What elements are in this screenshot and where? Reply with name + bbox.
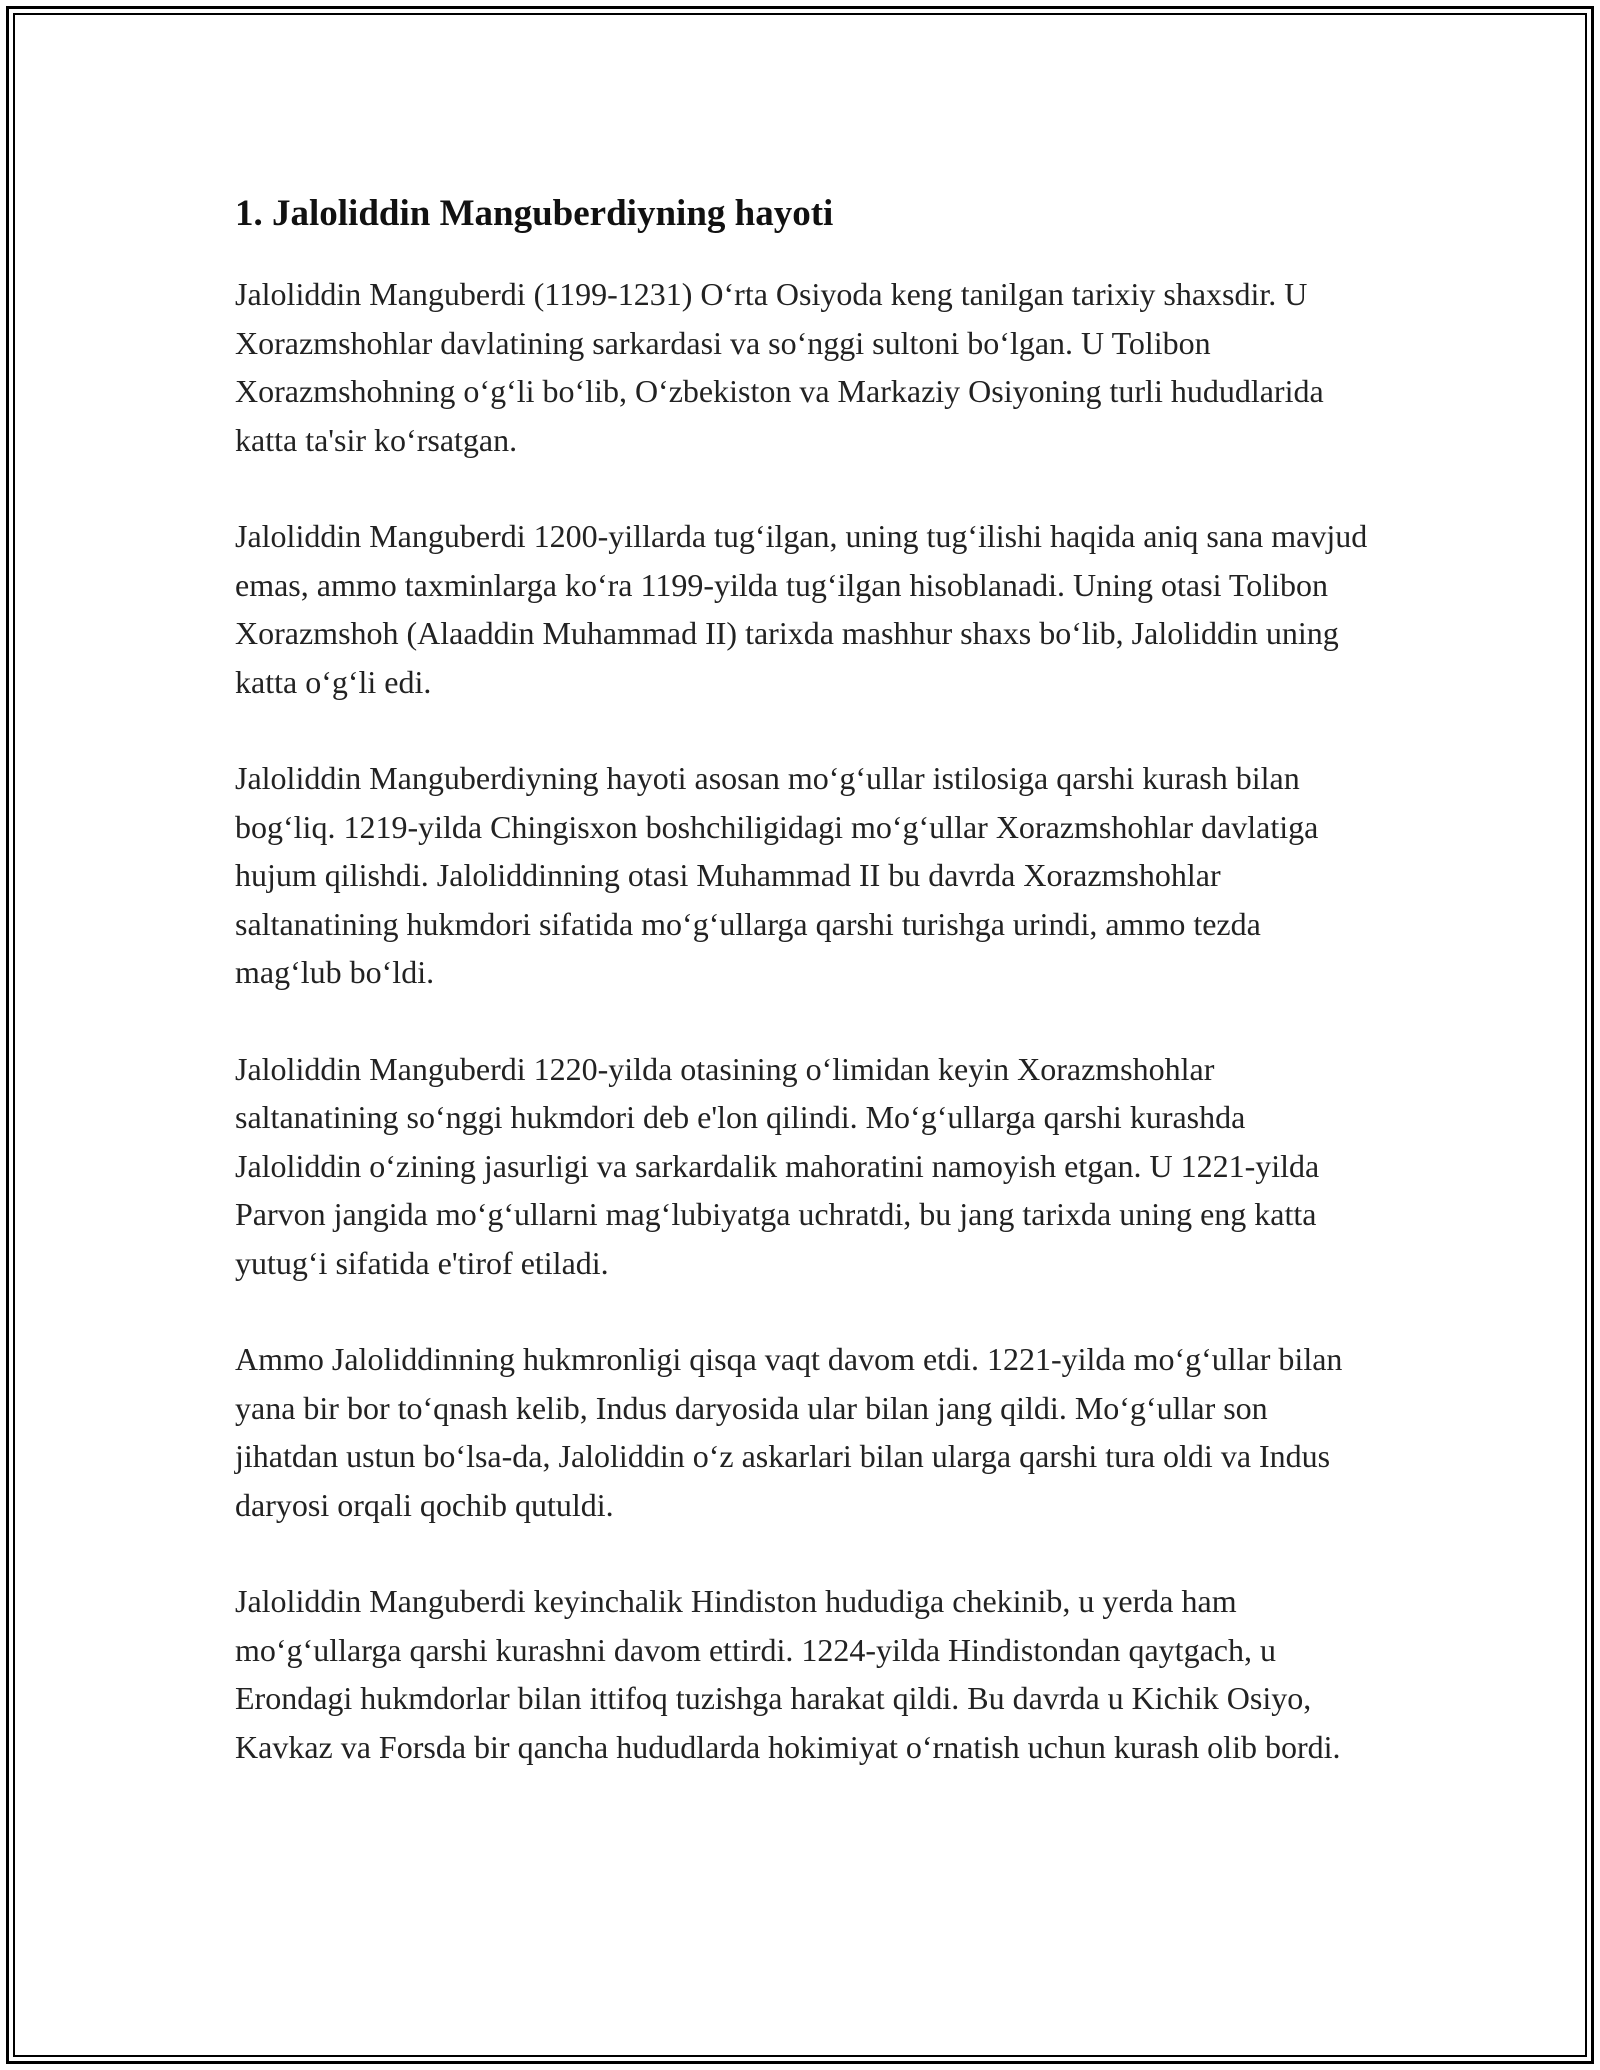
paragraph-6: Jaloliddin Manguberdi keyinchalik Hindiston hududiga chekinib, u yerda ham mo‘g‘ullarga qarshi kurashni davom ettirdi. 1224-yilda Hindistondan qaytgach, u Erondagi hukmdorlar bilan ittifoq tuzishga harakat qildi. Bu davrda u Kichik Osiyo, Kavkaz va Forsda bir qancha hududlarda hokimiyat o‘rnatish uchun kurash olib bordi. (235, 1583, 1341, 1765)
section-heading: 1. Jaloliddin Manguberdiyning hayoti (235, 193, 834, 234)
document-body (235, 186, 1370, 1819)
paragraph-5: Ammo Jaloliddinning hukmronligi qisqa vaqt davom etdi. 1221-yilda mo‘g‘ullar bilan yana bir bor to‘qnash kelib, Indus daryosida ular bilan jang qildi. Mo‘g‘ullar son jihatdan ustun bo‘lsa-da, Jaloliddin o‘z askarlari bilan ularga qarshi tura oldi va Indus daryosi orqali qochib qutuldi. (235, 1341, 1343, 1523)
paragraph-3: Jaloliddin Manguberdiyning hayoti asosan mo‘g‘ullar istilosiga qarshi kurash bilan bog‘liq. 1219-yilda Chingisxon boshchiligidagi mo‘g‘ullar Xorazmshohlar davlatiga hujum qilishdi. Jaloliddinning otasi Muhammad II bu davrda Xorazmshohlar saltanatining hukmdori sifatida mo‘g‘ullarga qarshi turishga urindi, ammo tezda mag‘lub bo‘ldi. (235, 760, 1319, 990)
paragraph-1: Jaloliddin Manguberdi (1199-1231) O‘rta Osiyoda keng tanilgan tarixiy shaxsdir. U Xorazmshohlar davlatining sarkardasi va so‘nggi sultoni bo‘lgan. U Tolibon Xorazmshohning o‘g‘li bo‘lib, O‘zbekiston va Markaziy Osiyoning turli hududlarida katta ta'sir ko‘rsatgan. (235, 276, 1324, 458)
paragraph-2: Jaloliddin Manguberdi 1200-yillarda tug‘ilgan, uning tug‘ilishi haqida aniq sana mavjud emas, ammo taxminlarga ko‘ra 1199-yilda tug‘ilgan hisoblanadi. Uning otasi Tolibon Xorazmshoh (Alaaddin Muhammad II) tarixda mashhur shaxs bo‘lib, Jaloliddin uning katta o‘g‘li edi. (235, 518, 1368, 700)
paragraph-4: Jaloliddin Manguberdi 1220-yilda otasining o‘limidan keyin Xorazmshohlar saltanatining so‘nggi hukmdori deb e'lon qilindi. Mo‘g‘ullarga qarshi kurashda Jaloliddin o‘zining jasurligi va sarkardalik mahoratini namoyish etgan. U 1221-yilda Parvon jangida mo‘g‘ullarni mag‘lubiyatga uchratdi, bu jang tarixda uning eng katta yutug‘i sifatida e'tirof etiladi. (235, 1050, 1320, 1281)
